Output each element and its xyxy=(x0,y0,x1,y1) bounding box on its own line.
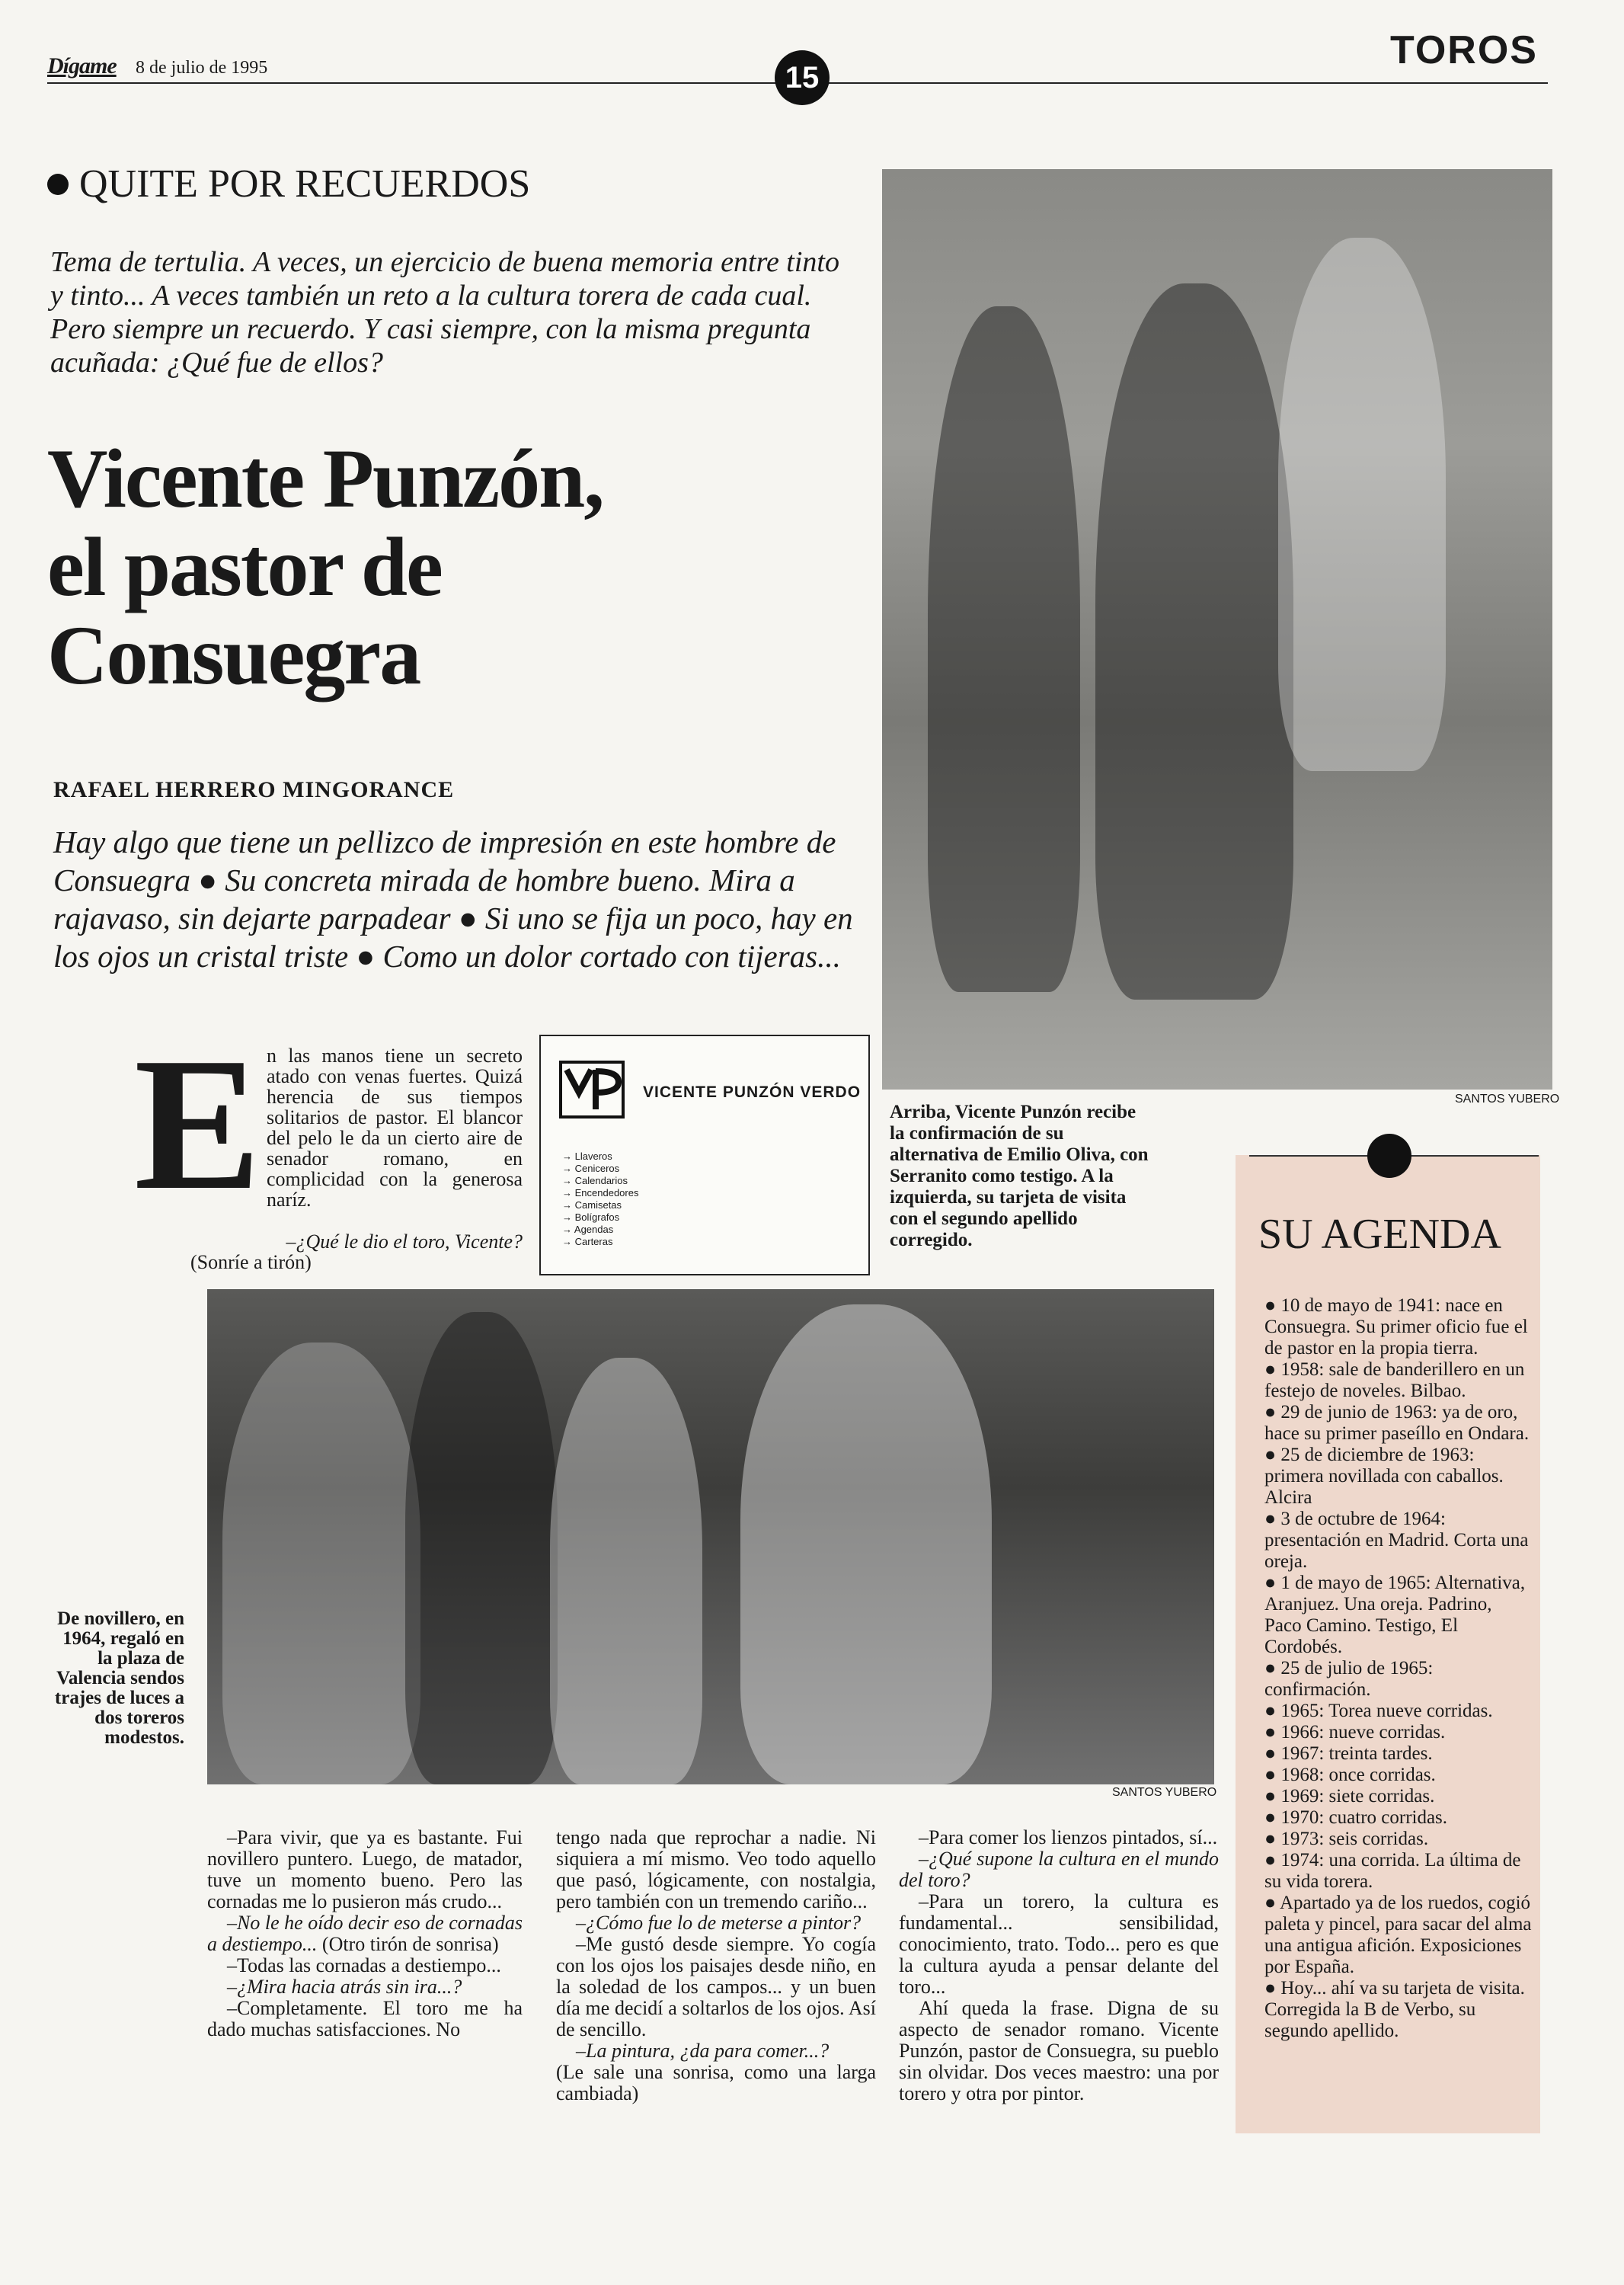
list-item: → Camisetas xyxy=(562,1199,638,1211)
body-paragraph xyxy=(207,1912,523,1955)
agenda-dot-icon xyxy=(1367,1134,1411,1178)
body-paragraph: –Todas las cornadas a destiempo... xyxy=(227,1954,501,1976)
agenda-list xyxy=(1264,1295,1533,2042)
photo-figure xyxy=(1095,283,1293,1000)
photo-caption: De novillero, en 1964, regaló en la plaza de Valencia sendos trajes de luces a dos toreros modestos. xyxy=(54,1608,184,1748)
page-number: 15 xyxy=(785,60,820,94)
question: –¿Qué le dio el toro, Vicente? xyxy=(286,1231,523,1253)
author-byline: RAFAEL HERRERO MINGORANCE xyxy=(53,777,455,802)
list-item: → Agendas xyxy=(562,1224,638,1236)
agenda-item: ● 3 de octubre de 1964: presentación en Madrid. Corta una oreja. xyxy=(1264,1509,1529,1572)
agenda-item: ● 1966: nueve corridas. xyxy=(1264,1722,1446,1743)
agenda-item-text: 1968: once corridas. xyxy=(1280,1765,1436,1785)
agenda-item-text: 1958: sale de banderillero en un festejo de noveles. Bilbao. xyxy=(1264,1359,1525,1401)
bullet-icon xyxy=(47,174,69,195)
photo-figure xyxy=(405,1312,558,1784)
agenda-item-text: Apartado ya de los ruedos, cogió paleta y pincel, para sacar del alma una antigua afición. Exposiciones por España. xyxy=(1264,1893,1532,1977)
agenda-item-text: Hoy... ahí va su tarjeta de visita. Corregida la B de Verbo, su segundo apellido. xyxy=(1264,1978,1525,2041)
agenda-item: ● 25 de diciembre de 1963: primera novillada con caballos. Alcira xyxy=(1264,1445,1504,1508)
kicker xyxy=(47,162,530,206)
question: –¿Mira hacia atrás sin ira...? xyxy=(227,1976,462,1998)
agenda-item-text: 1969: siete corridas. xyxy=(1280,1786,1435,1807)
body-paragraph: –Me gustó desde siempre. Yo cogía con los ojos los paisajes desde niño, en la soledad de los campos... y un buen día me decidí a soltarlos de los ojos. Así de sencillo. xyxy=(556,1933,876,2040)
bullet-icon: ● xyxy=(356,939,376,974)
body-column-3 xyxy=(899,1827,1219,2104)
photo-figure xyxy=(222,1343,420,1784)
standfirst-part: Hay algo que tiene un pellizco de impresión en este hombre de Consuegra xyxy=(53,824,836,898)
standfirst-part: Su concreta mirada de hombre bueno. Mira a rajavaso, sin dejarte parpadear xyxy=(53,862,795,936)
photo-figure xyxy=(1278,238,1446,771)
agenda-item-text: 1 de mayo de 1965: Alternativa, Aranjuez. Una oreja. Padrino, Paco Camino. Testigo, El Cordobés. xyxy=(1264,1573,1526,1657)
answer: (Sonríe a tirón) xyxy=(190,1251,312,1273)
photo-caption: Arriba, Vicente Punzón recibe la confirmación de su alternativa de Emilio Oliva, con Serranito como testigo. A la izquierda, su tarjeta de visita con el segundo apellido corregido. xyxy=(890,1102,1149,1250)
photo-alternativa-confirmation xyxy=(882,169,1552,1090)
agenda-item: ● 1965: Torea nueve corridas. xyxy=(1264,1701,1493,1721)
page-number-badge xyxy=(775,50,830,105)
agenda-item: ● Hoy... ahí va su tarjeta de visita. Corregida la B de Verbo, su segundo apellido. xyxy=(1264,1978,1525,2041)
photo-credit: SANTOS YUBERO xyxy=(1455,1093,1560,1106)
standfirst-part: Como un dolor cortado con tijeras... xyxy=(382,939,841,974)
agenda-item-text: 1965: Torea nueve corridas. xyxy=(1280,1701,1493,1721)
list-item: → Ceniceros xyxy=(562,1163,638,1175)
body-column-1 xyxy=(207,1827,523,2040)
agenda-item-text: 29 de junio de 1963: ya de oro, hace su primer paseíllo en Ondara. xyxy=(1264,1402,1530,1444)
body-paragraph: (Le sale una sonrisa, como una larga cambiada) xyxy=(556,2061,876,2104)
list-item: → Calendarios xyxy=(562,1175,638,1187)
vp-logo-icon xyxy=(558,1059,626,1120)
body-paragraph: Ahí queda la frase. Digna de su aspecto de senador romano. Vicente Punzón, pastor de Consuegra, su pueblo sin olvidar. Dos veces maestro: una por torero y otra por pintor. xyxy=(899,1997,1219,2104)
headline xyxy=(47,432,862,702)
body-paragraph: –Para vivir, que ya es bastante. Fui novillero puntero. Luego, de matador, tuve un momento bueno. Pero las cornadas me lo pusieron más crudo... xyxy=(207,1826,523,1912)
headline-line: Vicente Punzón, xyxy=(47,432,603,525)
body-paragraph: tengo nada que reprochar a nadie. Ni siquiera a mí mismo. Veo todo aquello que pasó, lógicamente, con nostalgia, pero también con un tremendo cariño... xyxy=(556,1826,876,1912)
agenda-item-text: 1974: una corrida. La última de su vida torera. xyxy=(1264,1850,1521,1892)
agenda-item-text: 25 de julio de 1965: confirmación. xyxy=(1264,1658,1434,1700)
list-item: → Llaveros xyxy=(562,1151,638,1163)
card-product-list xyxy=(562,1151,638,1248)
agenda-item-text: 1967: treinta tardes. xyxy=(1280,1743,1433,1764)
list-item: → Bolígrafos xyxy=(562,1211,638,1224)
agenda-item: ● 1968: once corridas. xyxy=(1264,1765,1436,1785)
photo-credit: SANTOS YUBERO xyxy=(1112,1786,1217,1799)
business-card xyxy=(539,1035,870,1275)
agenda-item-text: 1966: nueve corridas. xyxy=(1280,1722,1446,1743)
standfirst-part: Si uno se fija un poco, hay en los ojos un cristal triste xyxy=(53,901,853,974)
photo-novillero-1964 xyxy=(207,1289,1214,1784)
photo-figure xyxy=(928,306,1080,992)
body-paragraph: –Para un torero, la cultura es fundamental... sensibilidad, conocimiento, trato. Todo... pero es que la cultura ayuda a pensar delante del toro... xyxy=(899,1890,1219,1998)
agenda-item: ● 1 de mayo de 1965: Alternativa, Aranjuez. Una oreja. Padrino, Paco Camino. Testigo, El Cordobés. xyxy=(1264,1573,1526,1657)
issue-date: 8 de julio de 1995 xyxy=(136,58,268,78)
agenda-item: ● 1958: sale de banderillero en un festejo de noveles. Bilbao. xyxy=(1264,1359,1525,1401)
agenda-item: ● 1974: una corrida. La última de su vida torera. xyxy=(1264,1850,1521,1892)
section-title: TOROS xyxy=(1390,28,1538,72)
photo-figure xyxy=(740,1304,992,1784)
question: –La pintura, ¿da para comer...? xyxy=(576,2040,830,2062)
body-paragraph: –Para comer los lienzos pintados, sí... xyxy=(919,1826,1218,1848)
lead-paragraph: n las manos tiene un secreto atado con venas fuertes. Quizá herencia de sus tiempos solitarios de pastor. El blancor del pelo le da un cierto aire de senador romano, en complicidad con la generosa naríz. xyxy=(267,1045,523,1211)
agenda-item: ● 1970: cuatro corridas. xyxy=(1264,1807,1448,1828)
headline-line: Consuegra xyxy=(47,609,420,702)
agenda-item: ● 25 de julio de 1965: confirmación. xyxy=(1264,1658,1434,1700)
agenda-item: ● 29 de junio de 1963: ya de oro, hace su primer paseíllo en Ondara. xyxy=(1264,1402,1530,1444)
list-item: → Carteras xyxy=(562,1236,638,1248)
agenda-title: SU AGENDA xyxy=(1258,1211,1501,1258)
headline-line: el pastor de xyxy=(47,520,442,613)
lead-qa xyxy=(190,1231,523,1272)
question: –¿Cómo fue lo de meterse a pintor? xyxy=(576,1912,862,1934)
agenda-item: ● 1967: treinta tardes. xyxy=(1264,1743,1433,1764)
bullet-icon: ● xyxy=(198,862,217,898)
question: –No le he oído decir eso de cornadas a destiempo... xyxy=(207,1912,523,1955)
agenda-item-text: 1973: seis corridas. xyxy=(1280,1829,1429,1849)
drop-cap: E xyxy=(134,1019,261,1230)
agenda-item-text: 10 de mayo de 1941: nace en Consuegra. Su primer oficio fue el de pastor en la propia tierra. xyxy=(1264,1295,1528,1359)
standfirst xyxy=(53,823,868,975)
agenda-item: ● 1973: seis corridas. xyxy=(1264,1829,1429,1849)
agenda-item: ● 10 de mayo de 1941: nace en Consuegra. Su primer oficio fue el de pastor en la propia tierra. xyxy=(1264,1295,1528,1359)
masthead: Dígame xyxy=(47,53,117,78)
agenda-item-text: 25 de diciembre de 1963: primera novillada con caballos. Alcira xyxy=(1264,1445,1504,1508)
list-item: → Encendedores xyxy=(562,1187,638,1199)
card-name: VICENTE PUNZÓN VERDO xyxy=(643,1083,862,1101)
body-column-2 xyxy=(556,1827,876,2104)
agenda-item-text: 3 de octubre de 1964: presentación en Madrid. Corta una oreja. xyxy=(1264,1509,1529,1572)
photo-figure xyxy=(550,1358,702,1784)
bullet-icon: ● xyxy=(458,901,478,936)
agenda-item: ● 1969: siete corridas. xyxy=(1264,1786,1435,1807)
agenda-item: ● Apartado ya de los ruedos, cogió paleta y pincel, para sacar del alma una antigua afición. Exposiciones por España. xyxy=(1264,1893,1532,1977)
aside: (Otro tirón de sonrisa) xyxy=(321,1933,499,1955)
question: –¿Qué supone la cultura en el mundo del toro? xyxy=(899,1848,1219,1891)
intro-text: Tema de tertulia. A veces, un ejercicio de buena memoria entre tinto y tinto... A veces también un reto a la cultura torera de cada cual. Pero siempre un recuerdo. Y casi siempre, con la misma pregunta acuñada: ¿Qué fue de ellos? xyxy=(50,246,839,379)
agenda-item-text: 1970: cuatro corridas. xyxy=(1280,1807,1448,1828)
body-paragraph: –Completamente. El toro me ha dado muchas satisfacciones. No xyxy=(207,1997,523,2040)
kicker-text: QUITE POR RECUERDOS xyxy=(79,162,531,206)
